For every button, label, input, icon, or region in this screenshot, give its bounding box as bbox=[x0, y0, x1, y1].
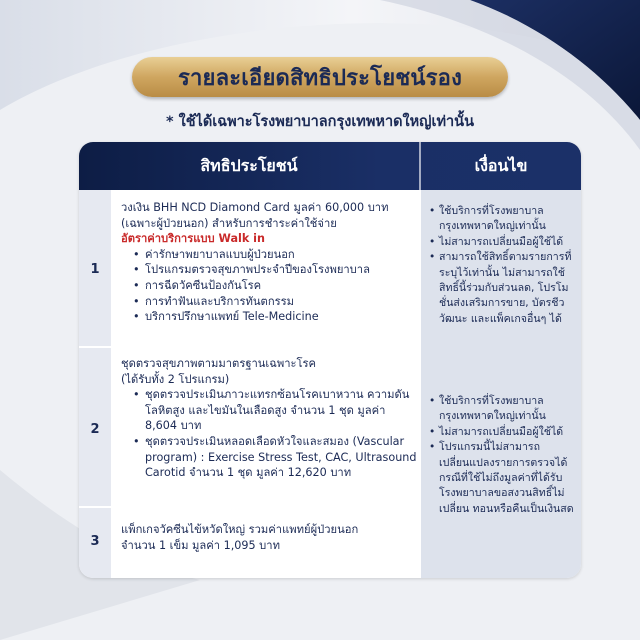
row-3-intro-line-1: แพ็กเกจวัคซีนไข้หวัดใหญ่ รวมค่าแพทย์ผู้ป่วยนอก bbox=[121, 523, 359, 536]
conditions-group-2 bbox=[429, 394, 577, 517]
subtitle-note: * ใช้ได้เฉพาะโรงพยาบาลกรุงเทพหาดใหญ่เท่านั้น bbox=[166, 114, 474, 130]
benefits-table bbox=[79, 142, 581, 578]
list-item: • ชุดตรวจประเมินภาวะแทรกซ้อนโรคเบาหวาน ความดันโลหิตสูง และไขมันในเลือดสูง จำนวน 1 ชุด มูลค่า 8,604 บาท bbox=[133, 387, 417, 434]
row-divider-1 bbox=[79, 346, 419, 348]
page-title: รายละเอียดสิทธิประโยชน์รอง bbox=[177, 65, 463, 91]
list-item: • การทำฟันและบริการทันตกรรม bbox=[133, 294, 417, 310]
row-number-2: 2 bbox=[90, 422, 100, 437]
row-2-list bbox=[121, 387, 417, 481]
row-3-benefit bbox=[121, 522, 417, 553]
condition-item: • ไม่สามารถเปลี่ยนมือผู้ใช้ได้ bbox=[429, 235, 577, 250]
row-number-3: 3 bbox=[90, 534, 100, 549]
list-item: • บริการปรึกษาแพทย์ Tele-Medicine bbox=[133, 309, 417, 325]
conditions-group-1 bbox=[429, 204, 577, 327]
condition-item: • โปรแกรมนี้ไม่สามารถเปลี่ยนแปลงรายการตรวจได้ กรณีที่ใช้ไม่ถึงมูลค่าที่ได้รับ โรงพยาบาลขอสงวนสิทธิ์ไม่เปลี่ยน ทอนหรือคืนเป็นเงินสด bbox=[429, 440, 577, 517]
row-2-intro-line-1: ชุดตรวจสุขภาพตามมาตรฐานเฉพาะโรค bbox=[121, 357, 317, 370]
list-item: • ชุดตรวจประเมินหลอดเลือดหัวใจและสมอง (Vascular program) : Exercise Stress Test, CAC, Ultrasound Carotid จำนวน 1 ชุด มูลค่า 12,620 บาท bbox=[133, 434, 417, 481]
header-condition: เงื่อนไข bbox=[474, 155, 528, 175]
row-1-intro-line-2: (เฉพาะผู้ป่วยนอก) สำหรับการชำระค่าใช้จ่าย bbox=[121, 216, 337, 230]
row-number-1: 1 bbox=[90, 262, 100, 277]
row-2-benefit bbox=[121, 356, 417, 481]
condition-item: • สามารถใช้สิทธิ์ตามรายการที่ระบุไว้เท่านั้น ไม่สามารถใช้สิทธิ์นี้ร่วมกับส่วนลด, โปรโมชั่นส่งเสริมการขาย, บัตรชีววัฒนะ และแพ็คเกจอื่นๆ ได้ bbox=[429, 250, 577, 327]
number-column bbox=[79, 190, 111, 578]
header-benefit: สิทธิประโยชน์ bbox=[200, 155, 298, 175]
row-1-benefit bbox=[121, 200, 417, 325]
row-1-list bbox=[121, 247, 417, 325]
list-item: • ค่ารักษาพยาบาลแบบผู้ป่วยนอก bbox=[133, 247, 417, 263]
row-1-intro-line-1: วงเงิน BHH NCD Diamond Card มูลค่า 60,000 บาท bbox=[121, 201, 389, 214]
row-3-intro-line-2: จำนวน 1 เข็ม มูลค่า 1,095 บาท bbox=[121, 538, 280, 552]
condition-item: • ใช้บริการที่โรงพยาบาลกรุงเทพหาดใหญ่เท่านั้น bbox=[429, 394, 577, 425]
column-divider bbox=[419, 190, 421, 578]
condition-item: • ใช้บริการที่โรงพยาบาลกรุงเทพหาดใหญ่เท่านั้น bbox=[429, 204, 577, 235]
condition-item: • ไม่สามารถเปลี่ยนมือผู้ใช้ได้ bbox=[429, 425, 577, 440]
list-item: • โปรแกรมตรวจสุขภาพประจำปีของโรงพยาบาล bbox=[133, 262, 417, 278]
title-banner bbox=[132, 57, 508, 97]
row-1-highlight: อัตราค่าบริการแบบ Walk in bbox=[121, 232, 265, 246]
row-divider-2 bbox=[79, 506, 419, 508]
list-item: • การฉีดวัคซีนป้องกันโรค bbox=[133, 278, 417, 294]
row-2-intro-line-2: (ได้รับทั้ง 2 โปรแกรม) bbox=[121, 372, 230, 386]
